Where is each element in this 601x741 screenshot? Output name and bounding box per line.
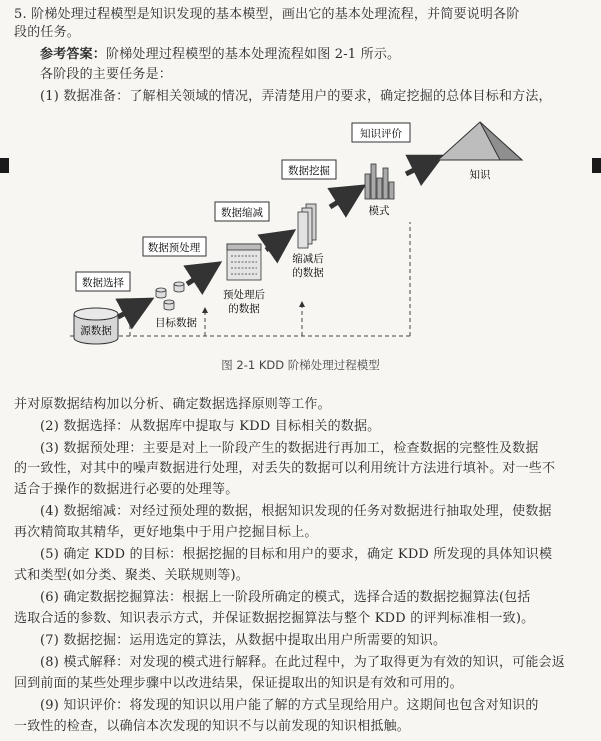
step-box-preprocess bbox=[143, 237, 206, 256]
answer-text: 阶梯处理过程模型的基本处理流程如图 2-1 所示。 bbox=[106, 47, 401, 62]
item-9-line-a: (9) 知识评价：将发现的知识以用户能了解的方式呈现给用户。这期间也包含对知识的 bbox=[40, 698, 539, 713]
item-4-line-a: (4) 数据缩减：对经过预处理的数据，根据知识发现的任务对数据进行抽取处理，使数据 bbox=[40, 504, 552, 519]
pattern-label: 模式 bbox=[368, 205, 390, 217]
reduced-data-stack-icon bbox=[298, 204, 316, 248]
figure-caption: 图 2-1 KDD 阶梯处理过程模型 bbox=[221, 358, 380, 372]
step-label-preprocess: 数据预处理 bbox=[147, 242, 201, 254]
preprocessed-label-2: 的数据 bbox=[228, 303, 260, 315]
item-8-line-a: (8) 模式解释：对发现的模式进行解释。在此过程中，为了取得更为有效的知识，可能会返 bbox=[40, 655, 565, 670]
knowledge-label: 知识 bbox=[469, 169, 491, 181]
answer-heading bbox=[40, 46, 589, 64]
answer-label: 参考答案： bbox=[40, 47, 107, 62]
kdd-process-diagram bbox=[60, 112, 600, 352]
question-line-2: 段的任务。 bbox=[14, 25, 81, 40]
step-label-reduce: 数据缩减 bbox=[221, 207, 263, 219]
item-2: (2) 数据选择：从数据库中提取与 KDD 目标相关的数据。 bbox=[40, 419, 381, 434]
step-label-select: 数据选择 bbox=[82, 277, 124, 289]
item-7: (7) 数据挖掘：运用选定的算法，从数据中提取出用户所需要的知识。 bbox=[40, 633, 447, 648]
item-3-line-c: 适合于操作的数据进行必要的处理等。 bbox=[14, 482, 239, 497]
knowledge-pyramid-icon bbox=[438, 122, 522, 160]
item-3-line-a: (3) 数据预处理：主要是对上一阶段产生的数据进行再加工，检查数据的完整性及数据 bbox=[40, 441, 539, 456]
source-data-label: 源数据 bbox=[80, 325, 112, 337]
step-box-reduce bbox=[215, 202, 269, 221]
reduced-label-1: 缩减后 bbox=[292, 253, 324, 265]
preprocessed-table-icon bbox=[227, 244, 261, 280]
item-9-line-b: 一致性的检查，以确信本次发现的知识不与以前发现的知识相抵触。 bbox=[14, 719, 411, 734]
step-box-evaluate bbox=[352, 123, 410, 142]
pattern-bars-icon bbox=[365, 164, 394, 199]
item-6-line-a: (6) 确定数据挖掘算法：根据上一阶段所确定的模式，选择合适的数据挖掘算法(包括 bbox=[40, 590, 531, 605]
answer-intro: 各阶段的主要任务是： bbox=[40, 67, 173, 82]
step-box-select bbox=[76, 272, 130, 291]
page-edge-marker-left bbox=[0, 158, 9, 173]
item-1-line-a: (1) 数据准备：了解相关领域的情况，弄清楚用户的要求，确定挖掘的总体目标和方法， bbox=[40, 89, 552, 104]
reduced-label-2: 的数据 bbox=[292, 267, 324, 279]
question-line-1: 5. 阶梯处理过程模型是知识发现的基本模型，画出它的基本处理流程，并简要说明各阶 bbox=[14, 7, 520, 22]
item-5-line-a: (5) 确定 KDD 的目标：根据挖掘的目标和用户的要求，确定 KDD 所发现的具体知识模 bbox=[40, 547, 553, 562]
item-8-line-b: 回到前面的某些处理步骤中以改进结果，保证提取出的知识是有效和可用的。 bbox=[14, 676, 463, 691]
item-3-line-b: 的一致性，对其中的噪声数据进行处理，对丢失的数据可以利用统计方法进行填补。对一些不 bbox=[14, 461, 556, 476]
step-box-mining bbox=[282, 160, 336, 179]
step-label-evaluate: 知识评价 bbox=[360, 128, 402, 140]
step-label-mining: 数据挖掘 bbox=[288, 165, 330, 177]
item-6-line-b: 选取合适的参数、知识表示方式，并保证数据挖掘算法与整个 KDD 的评判标准相一致)。 bbox=[14, 611, 535, 626]
target-data-label: 目标数据 bbox=[155, 317, 197, 329]
item-4-line-b: 再次精简取其精华，更好地集中于用户挖掘目标上。 bbox=[14, 525, 318, 540]
preprocessed-label-1: 预处理后 bbox=[223, 289, 265, 301]
target-data-icon bbox=[156, 282, 184, 310]
item-1-line-b: 并对原数据结构加以分析、确定数据选择原则等工作。 bbox=[14, 397, 331, 412]
item-5-line-b: 式和类型(如分类、聚类、关联规则等)。 bbox=[14, 568, 249, 583]
